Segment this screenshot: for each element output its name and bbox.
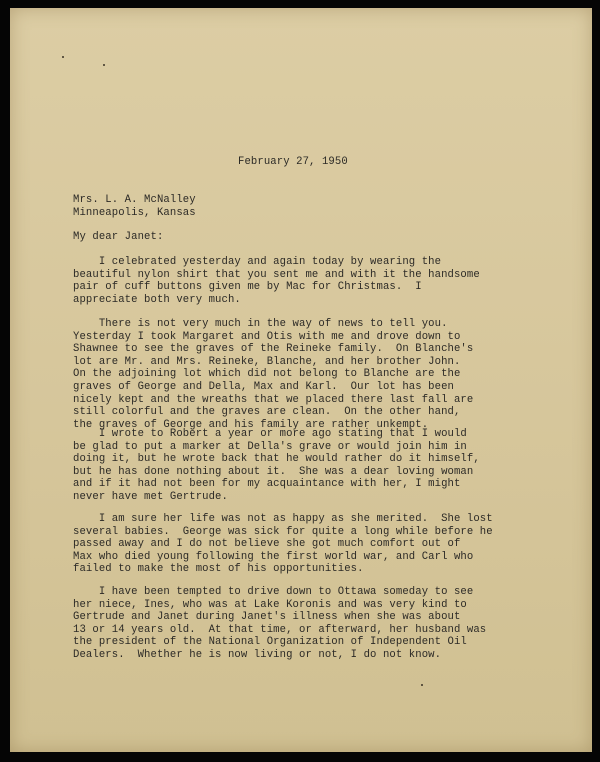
text-line: Dealers. Whether he is now living or not, I do not know. [73,648,442,661]
letter-date: February 27, 1950 [238,156,348,168]
paragraph [73,513,553,576]
text-line: the president of the National Organization of Independent Oil [73,636,467,649]
text-line: several babies. George was sick for quite a long while before he [73,525,493,538]
text-line: beautiful nylon shirt that you sent me and with it the handsome [73,268,480,281]
recipient-city: Minneapolis, Kansas [73,206,196,219]
text-line: Gertrude and Janet during Janet's illness when she was about [73,611,461,624]
text-line: her niece, Ines, who was at Lake Koronis and was very kind to [73,598,467,611]
ink-speck [421,684,423,686]
letter-page [10,8,592,752]
salutation: My dear Janet: [73,231,164,243]
ink-speck [62,56,64,58]
text-line: On the adjoining lot which did not belong to Blanche are the [73,368,461,381]
text-line: Yesterday I took Margaret and Otis with me and drove down to [73,330,461,343]
text-line: and if it had not been for my acquaintance with her, I might [73,478,461,491]
text-line: appreciate both very much. [73,293,241,306]
paragraph [73,428,553,504]
text-line: the graves of George and his family are rather unkempt. [73,418,429,431]
recipient-address [73,194,196,219]
text-line: I celebrated yesterday and again today by wearing the [73,256,442,268]
text-line: pair of cuff buttons given me by Mac for Christmas. I [73,281,422,294]
text-line: 13 or 14 years old. At that time, or afterward, her husband was [73,623,487,636]
paragraph [73,586,553,662]
ink-speck [103,64,105,66]
text-line: lot are Mr. and Mrs. Reineke, Blanche, and her brother John. [73,355,461,368]
text-line: passed away and I do not believe she got much comfort out of [73,538,461,551]
text-line: I have been tempted to drive down to Ottawa someday to see [73,586,474,598]
paragraph [73,256,553,306]
text-line: but he has done nothing about it. She was a dear loving woman [73,465,474,478]
text-line: still colorful and the graves are clean. On the other hand, [73,406,461,419]
text-line: There is not very much in the way of news to tell you. [73,318,448,330]
text-line: Shawnee to see the graves of the Reineke family. On Blanche's [73,343,474,356]
text-line: I am sure her life was not as happy as she merited. She lost [73,513,493,525]
text-line: doing it, but he wrote back that he would rather do it himself, [73,453,480,466]
text-line: failed to make the most of his opportunities. [73,563,364,576]
text-line: never have met Gertrude. [73,490,228,503]
paragraph [73,318,553,431]
text-line: graves of George and Della, Max and Karl. Our lot has been [73,380,454,393]
text-line: I wrote to Robert a year or more ago stating that I would [73,428,467,440]
text-line: be glad to put a marker at Della's grave or would join him in [73,440,467,453]
recipient-name: Mrs. L. A. McNalley [73,194,196,206]
text-line: Max who died young following the first world war, and Carl who [73,550,474,563]
text-line: nicely kept and the wreaths that we placed there last fall are [73,393,474,406]
